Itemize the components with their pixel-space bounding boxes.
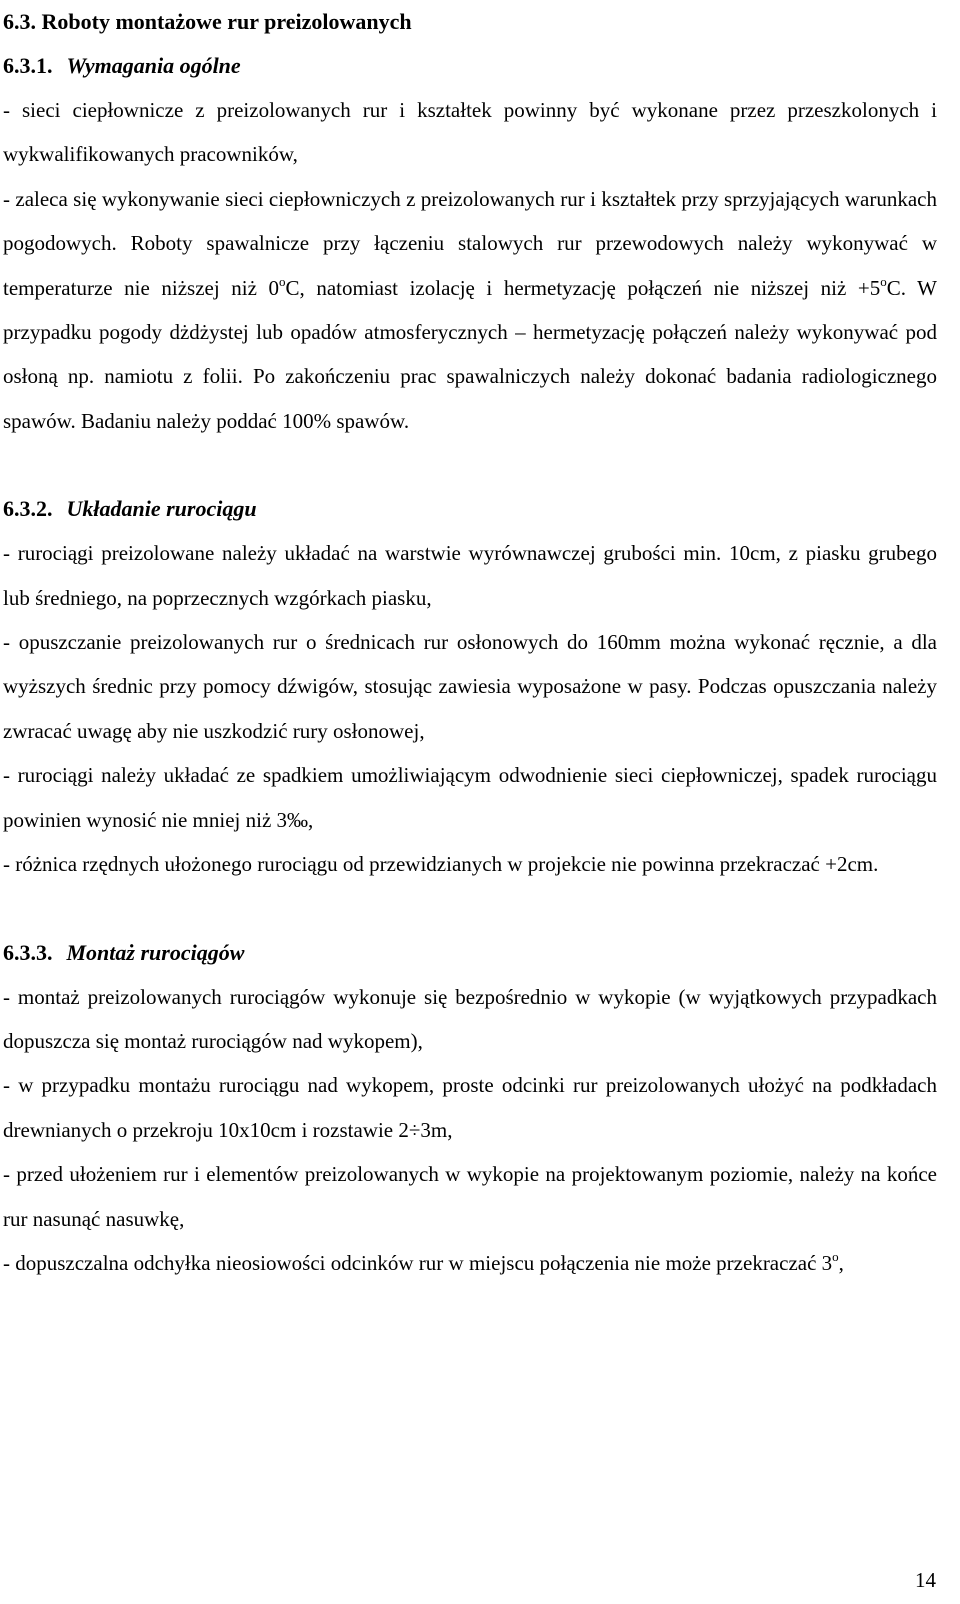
paragraph: - różnica rzędnych ułożonego rurociągu od przewidzianych w projekcie nie powinna przekraczać +2cm. (3, 852, 879, 877)
section-spacer (3, 443, 937, 487)
subsection-title: Wymagania ogólne (66, 53, 241, 78)
subsection-heading-3 (3, 931, 937, 975)
section-number: 6.3. (3, 9, 36, 34)
section-spacer (3, 887, 937, 931)
subsection-heading-1 (3, 44, 937, 88)
section-heading (3, 0, 937, 44)
paragraph: - przed ułożeniem rur i elementów preizolowanych w wykopie na projektowanym poziomie, należy na końce rur nasunąć nasuwkę, (3, 1162, 937, 1231)
superscript: o (279, 273, 286, 289)
paragraph: - rurociągi preizolowane należy układać na warstwie wyrównawczej grubości min. 10cm, z piasku grubego lub średniego, na poprzecznych wzgórkach piasku, (3, 541, 937, 610)
subsection-title: Montaż rurociągów (66, 939, 245, 965)
page-number: 14 (915, 1568, 936, 1592)
section-title: Roboty montażowe rur preizolowanych (41, 9, 412, 34)
paragraph: - w przypadku montażu rurociągu nad wykopem, proste odcinki rur preizolowanych ułożyć na podkładach drewnianych o przekroju 10x10cm i rozstawie 2÷3m, (3, 1073, 937, 1142)
superscript: o (832, 1248, 839, 1264)
subsection-number: 6.3.2. (3, 496, 53, 522)
paragraph: - sieci ciepłownicze z preizolowanych rur i kształtek powinny być wykonane przez przeszkolonych i wykwalifikowanych pracowników, (3, 98, 937, 167)
paragraph: - opuszczanie preizolowanych rur o średnicach rur osłonowych do 160mm można wykonać ręcznie, a dla wyższych średnic przy pomocy dźwigów, stosując zawiesia wyposażone w pasy. Podczas opuszczania należy zwracać uwagę aby nie uszkodzić rury osłonowej, (3, 630, 937, 743)
paragraph: - dopuszczalna odchyłka nieosiowości odcinków rur w miejscu połączenia nie może przekraczać 3$^o$, (3, 1248, 844, 1275)
subsection-number: 6.3.3. (3, 939, 53, 965)
document-page (3, 0, 937, 1285)
paragraph: - rurociągi należy układać ze spadkiem umożliwiającym odwodnienie sieci ciepłowniczej, spadek rurociągu powinien wynosić nie mniej niż 3‰, (3, 763, 937, 832)
subsection-number: 6.3.1. (3, 53, 53, 78)
paragraph: - montaż preizolowanych rurociągów wykonuje się bezpośrednio w wykopie (w wyjątkowych przypadkach dopuszcza się montaż rurociągów nad wykopem), (3, 984, 937, 1053)
subsection-heading-2 (3, 487, 937, 531)
subsection-title: Układanie rurociągu (66, 496, 257, 522)
superscript: o (880, 273, 887, 289)
paragraph: - zaleca się wykonywanie sieci ciepłowniczych z preizolowanych rur i kształtek przy sprzyjających warunkach pogodowych. Roboty spawalnicze przy łączeniu stalowych rur przewodowych należy wykonywać w temperaturze nie niższej niż 0$^o$C, natomiast izolację i hermetyzację połączeń nie niższej niż $+5^oC$. W przypadku pogody dżdżystej lub opadów atmosferycznych – hermetyzację połączeń należy wykonywać pod osłoną np. namiotu z folii. Po zakończeniu prac spawalniczych należy dokonać badania radiologicznego spawów. Badaniu należy poddać 100% spawów. (3, 186, 937, 433)
